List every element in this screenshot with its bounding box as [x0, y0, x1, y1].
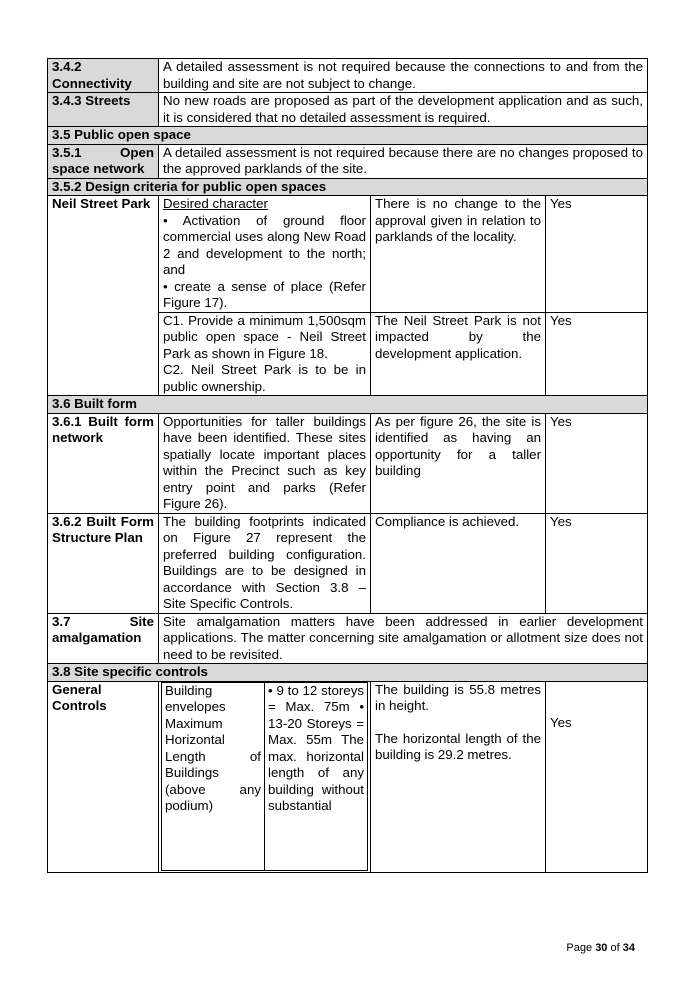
row-label-3-7: 3.7 Site amalgamation [48, 613, 159, 664]
neil-criteria-1 [159, 196, 371, 313]
row-label-3-4-3: 3.4.3 Streets [48, 93, 159, 127]
row-label-neil-street-park: Neil Street Park [48, 196, 159, 396]
row-response-3-6-1: As per figure 26, the site is identified as having an opportunity for a taller building [371, 413, 546, 513]
table-row [48, 513, 648, 613]
of-word: of [610, 942, 620, 954]
table-row [48, 144, 648, 178]
table-row [48, 681, 648, 872]
section-heading-3-5-2: 3.5.2 Design criteria for public open spaces [48, 178, 648, 196]
nested-control-name: Building envelopes Maximum Horizontal Length of Buildings (above any podium) [162, 682, 265, 870]
gc-response-height: The building is 55.8 metres in height. [375, 681, 541, 713]
general-controls-criteria [159, 681, 371, 872]
table-row [48, 396, 648, 414]
nested-control-value: • 9 to 12 storeys = Max. 75m • 13-20 Storeys = Max. 55m The max. horizontal length of any building without substantial [265, 682, 368, 870]
nested-controls-table [161, 682, 368, 871]
row-text-3-5-1: A detailed assessment is not required because there are no changes proposed to the approved parklands of the site. [159, 144, 648, 178]
neil-bullet-2: • create a sense of place (Refer Figure 17). [163, 278, 366, 310]
neil-criteria-2 [159, 312, 371, 396]
row-compliance-3-6-1: Yes [546, 413, 648, 513]
page-total: 34 [622, 942, 635, 954]
neil-c1: C1. Provide a minimum 1,500sqm public open space - Neil Street Park as shown in Figure 18. [163, 312, 366, 361]
row-response-3-6-2: Compliance is achieved. [371, 513, 546, 613]
row-label-3-6-1: 3.6.1 Built form network [48, 413, 159, 513]
neil-bullet-1: • Activation of ground floor commercial uses along New Road 2 and development to the north; and [163, 212, 366, 277]
neil-compliance-2: Yes [546, 312, 648, 396]
compliance-table [47, 58, 648, 873]
neil-desired-character-heading: Desired character [163, 196, 268, 211]
section-heading-3-8: 3.8 Site specific controls [48, 664, 648, 682]
section-heading-3-6: 3.6 Built form [48, 396, 648, 414]
table-row [48, 127, 648, 145]
row-label-general-controls: General Controls [48, 681, 159, 872]
table-row [48, 93, 648, 127]
table-row [48, 59, 648, 93]
general-controls-compliance [546, 681, 648, 872]
neil-response-2: The Neil Street Park is not impacted by the development application. [371, 312, 546, 396]
neil-compliance-1: Yes [546, 196, 648, 313]
neil-c2: C2. Neil Street Park is to be in public ownership. [163, 362, 366, 394]
table-row [48, 178, 648, 196]
general-controls-response [371, 681, 546, 872]
row-text-3-6-2: The building footprints indicated on Figure 27 represent the preferred building configuration. Buildings are to be designed in accordance with Section 3.8 – Site Specific Controls. [159, 513, 371, 613]
table-row [48, 664, 648, 682]
section-heading-3-5: 3.5 Public open space [48, 127, 648, 145]
row-text-3-4-2: A detailed assessment is not required because the connections to and from the building and site are not subject to change. [159, 59, 648, 93]
gc-response-length: The horizontal length of the building is 29.2 metres. [375, 730, 541, 762]
row-label-3-6-2: 3.6.2 Built Form Structure Plan [48, 513, 159, 613]
table-row [48, 413, 648, 513]
table-row [48, 613, 648, 664]
row-text-3-6-1: Opportunities for taller buildings have been identified. These sites spatially locate important places within the Precinct such as key entry point and parks (Refer Figure 26). [159, 413, 371, 513]
neil-response-1: There is no change to the approval given in relation to parklands of the locality. [371, 196, 546, 313]
row-text-3-4-3: No new roads are proposed as part of the development application and as such, it is considered that no detailed assessment is required. [159, 93, 648, 127]
row-text-3-7: Site amalgamation matters have been addressed in earlier development applications. The matter concerning site amalgamation or allotment size does not need to be revisited. [159, 613, 648, 664]
page-number: 30 [595, 942, 608, 954]
row-label-3-4-2: 3.4.2 Connectivity [48, 59, 159, 93]
page-word: Page [566, 942, 593, 954]
table-row [48, 196, 648, 313]
page-footer [566, 942, 635, 954]
row-compliance-3-6-2: Yes [546, 513, 648, 613]
gc-compliance: Yes [550, 714, 572, 730]
row-label-3-5-1: 3.5.1 Open space network [48, 144, 159, 178]
